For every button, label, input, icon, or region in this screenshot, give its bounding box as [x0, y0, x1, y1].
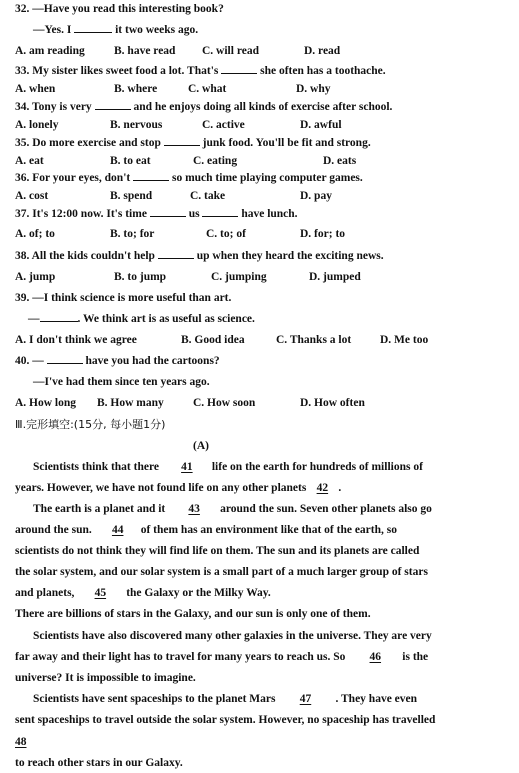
question-text: and he enjoys doing all kinds of exercise after school.: [133, 101, 393, 113]
question-35-stem: [15, 138, 371, 150]
reply-text: —: [28, 313, 40, 325]
option-c: C. to; of: [206, 228, 246, 240]
answer-blank: [202, 215, 238, 217]
passage-line: scientists do not think they will find life on them. The sun and its planets are called: [15, 545, 420, 557]
option-b: B. nervous: [110, 119, 163, 131]
passage-line: Scientists have also discovered many other galaxies in the universe. They are very: [33, 630, 432, 642]
option-d: D. why: [296, 83, 331, 95]
blank-number-44: 44: [111, 524, 124, 536]
passage-text: of them has an environment like that of the earth, so: [140, 524, 397, 536]
option-c: C. active: [202, 119, 245, 131]
option-b: B. where: [114, 83, 158, 95]
option-b: B. How many: [97, 397, 164, 409]
option-b: B. Good idea: [181, 334, 245, 346]
section-heading: Ⅲ.完形填空:(15分, 每小题1分): [15, 418, 166, 431]
answer-blank: [74, 31, 112, 33]
passage-line: There are billions of stars in the Galaxy, and our sun is only one of them.: [15, 608, 371, 620]
passage-text: .: [338, 482, 342, 494]
passage-line: the solar system, and our solar system is a small part of a much larger group of stars: [15, 566, 428, 578]
question-37-stem: [15, 209, 298, 221]
answer-blank: [164, 144, 200, 146]
blank-number-42: 42: [316, 482, 329, 494]
question-text: junk food. You'll be fit and strong.: [202, 137, 371, 149]
option-c: C. How soon: [193, 397, 256, 409]
answer-blank: [40, 320, 78, 322]
passage-line: [15, 737, 59, 749]
question-text: 40. —: [15, 355, 44, 367]
passage-text: Scientists have sent spaceships to the planet Mars: [33, 693, 276, 705]
question-39-stem: 39. —I think science is more useful than art.: [15, 292, 232, 304]
question-39-reply: [28, 314, 255, 326]
option-d: D. eats: [323, 155, 357, 167]
passage-line: [33, 462, 423, 474]
passage-line: [15, 588, 271, 600]
option-b: B. to eat: [110, 155, 151, 167]
option-c: C. eating: [193, 155, 238, 167]
blank-number-43: 43: [188, 503, 200, 515]
question-38-stem: [15, 251, 384, 263]
passage-line: to reach other stars in our Galaxy.: [15, 757, 183, 769]
question-text: us: [188, 208, 200, 220]
answer-blank: [150, 215, 186, 217]
option-b: B. to; for: [110, 228, 155, 240]
option-d: D. for; to: [300, 228, 346, 240]
passage-line: [33, 504, 432, 516]
option-a: A. lonely: [15, 119, 59, 131]
option-a: A. How long: [15, 397, 77, 409]
option-a: A. of; to: [15, 228, 55, 240]
question-text: 34. Tony is very: [15, 101, 92, 113]
passage-text: . They have even: [335, 693, 418, 705]
option-d: D. awful: [300, 119, 342, 131]
question-text: 33. My sister likes sweet food a lot. That's: [15, 65, 219, 77]
passage-line: [15, 525, 397, 537]
question-text: up when they heard the exciting news.: [196, 250, 384, 262]
blank-number-41: 41: [181, 461, 193, 473]
option-c: C. will read: [202, 45, 259, 57]
passage-text: around the sun. Seven other planets also go: [220, 503, 432, 515]
answer-blank: [47, 362, 83, 364]
passage-line: [33, 694, 417, 706]
reply-text: —Yes. I: [33, 24, 72, 36]
question-36-stem: [15, 173, 363, 185]
blank-number-48: 48: [15, 736, 27, 748]
question-32-reply: [33, 25, 198, 37]
option-a: A. cost: [15, 190, 49, 202]
option-b: B. have read: [114, 45, 176, 57]
option-b: B. to jump: [114, 271, 167, 283]
option-c: C. what: [188, 83, 227, 95]
option-b: B. spend: [110, 190, 153, 202]
answer-blank: [133, 179, 169, 181]
passage-text: life on the earth for hundreds of millions of: [211, 461, 423, 473]
option-d: D. Me too: [380, 334, 429, 346]
passage-text: far away and their light has to travel for many years to reach us. So: [15, 651, 346, 663]
question-text: she often has a toothache.: [260, 65, 386, 77]
passage-text: The earth is a planet and it: [33, 503, 166, 515]
question-text: 35. Do more exercise and stop: [15, 137, 161, 149]
passage-text: around the sun.: [15, 524, 92, 536]
reply-text: it two weeks ago.: [115, 24, 199, 36]
blank-number-46: 46: [369, 651, 382, 663]
option-d: D. jumped: [309, 271, 361, 283]
passage-line: sent spaceships to travel outside the solar system. However, no spaceship has travelled: [15, 714, 436, 726]
option-d: D. read: [304, 45, 341, 57]
option-a: A. eat: [15, 155, 44, 167]
option-c: C. jumping: [211, 271, 267, 283]
question-text: 38. All the kids couldn't help: [15, 250, 155, 262]
question-33-stem: [15, 66, 386, 78]
answer-blank: [95, 108, 131, 110]
passage-line: universe? It is impossible to imagine.: [15, 672, 196, 684]
passage-line: [15, 483, 341, 495]
option-a: A. am reading: [15, 45, 85, 57]
option-a: A. jump: [15, 271, 56, 283]
passage-text: is the: [402, 651, 429, 663]
question-text: 36. For your eyes, don't: [15, 172, 131, 184]
passage-text: the Galaxy or the Milky Way.: [126, 587, 271, 599]
passage-text: and planets,: [15, 587, 75, 599]
option-d: D. How often: [300, 397, 365, 409]
passage-line: [15, 652, 428, 664]
passage-text: Scientists think that there: [33, 461, 159, 473]
question-40-reply: —I've had them since ten years ago.: [33, 376, 210, 388]
blank-number-47: 47: [299, 693, 312, 705]
question-text: 37. It's 12:00 now. It's time: [15, 208, 147, 220]
question-text: 32. —Have you read this interesting book?: [15, 3, 224, 15]
passage-text: years. However, we have not found life on any other planets: [15, 482, 307, 494]
answer-blank: [221, 72, 257, 74]
answer-blank: [158, 257, 194, 259]
passage-part-label: (A): [193, 440, 209, 452]
question-40-stem: [15, 356, 220, 368]
question-34-stem: [15, 102, 392, 114]
option-a: A. I don't think we agree: [15, 334, 137, 346]
question-32-stem: [15, 4, 224, 16]
option-c: C. Thanks a lot: [276, 334, 352, 346]
question-text: so much time playing computer games.: [171, 172, 363, 184]
option-d: D. pay: [300, 190, 332, 202]
question-text: have you had the cartoons?: [85, 355, 220, 367]
reply-text: . We think art is as useful as science.: [77, 313, 255, 325]
question-text: have lunch.: [241, 208, 298, 220]
option-c: C. take: [190, 190, 226, 202]
blank-number-45: 45: [94, 587, 107, 599]
option-a: A. when: [15, 83, 56, 95]
